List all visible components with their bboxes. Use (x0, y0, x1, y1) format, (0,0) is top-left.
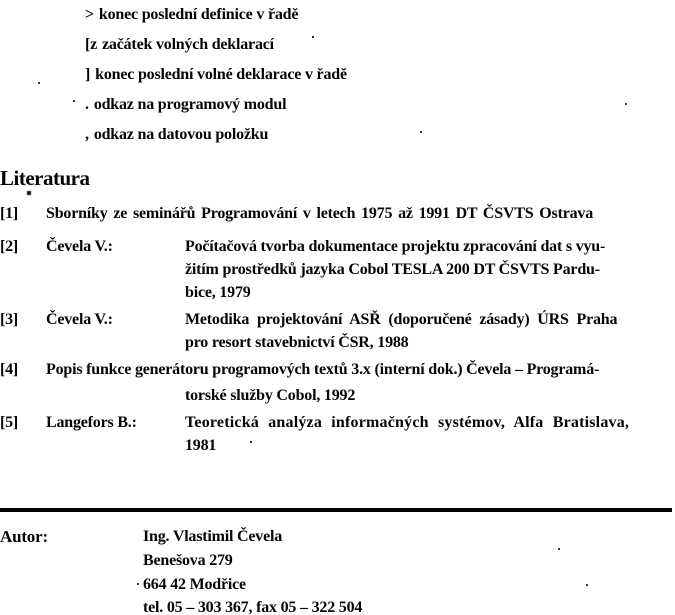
reference-line: Metodika projektování ASŘ (doporučené zásady) ÚRS Praha (185, 311, 618, 328)
legend-line (85, 66, 347, 84)
legend-symbol: , (85, 126, 89, 143)
legend-line (85, 6, 298, 24)
reference-line: 1981 (185, 437, 217, 454)
reference-author: Langefors B.: (46, 414, 137, 431)
author-label: Autor: (0, 527, 48, 546)
scan-noise-speck (312, 36, 314, 38)
reference-label: [3] (0, 311, 19, 328)
legend-text: odkaz na datovou položku (93, 126, 269, 143)
literature-heading: Literatura (0, 166, 90, 190)
reference-line: bice, 1979 (185, 284, 251, 301)
legend-text: začátek volných deklarací (102, 36, 274, 53)
reference-line: Počítačová tvorba dokumentace projektu zpracování dat s vyu- (185, 238, 606, 255)
legend-symbol: . (85, 96, 89, 113)
legend-symbol: ] (85, 66, 91, 83)
legend-text: konec poslední volné deklarace v řadě (95, 66, 347, 83)
author-line: Ing. Vlastimil Čevela (143, 528, 283, 545)
author-line: Benešova 279 (143, 552, 233, 569)
reference-author: Čevela V.: (46, 238, 113, 255)
author-line: tel. 05 – 303 367, fax 05 – 322 504 (143, 599, 363, 615)
reference-line: Teoretická analýza informačných systémov, Alfa Bratislava, (185, 414, 630, 431)
reference-line: torské služby Cobol, 1992 (185, 387, 356, 404)
legend-text: odkaz na programový modul (93, 96, 287, 113)
legend-text: konec poslední definice v řadě (98, 6, 299, 23)
reference-label: [1] (0, 205, 19, 222)
legend-symbol: [z (85, 36, 98, 53)
divider-rule (0, 508, 672, 512)
legend-line (85, 126, 268, 144)
reference-label: [4] (0, 361, 19, 378)
reference-label: [5] (0, 414, 19, 431)
reference-line: Sborníky ze seminářů Programování v letech 1975 až 1991 DT ČSVTS Ostrava (46, 205, 593, 222)
legend-symbol: > (85, 6, 94, 23)
reference-line: Popis funkce generátoru programových textů 3.x (interní dok.) Čevela – Programá- (46, 361, 600, 378)
reference-label: [2] (0, 238, 19, 255)
legend-line (85, 96, 286, 114)
reference-author: Čevela V.: (46, 311, 113, 328)
reference-line: žitím prostředků jazyka Cobol TESLA 200 DT ČSVTS Pardu- (185, 261, 600, 278)
legend-line (85, 36, 274, 54)
author-line: 664 42 Modřice (143, 576, 246, 593)
reference-line: pro resort stavebnictví ČSR, 1988 (185, 334, 409, 351)
